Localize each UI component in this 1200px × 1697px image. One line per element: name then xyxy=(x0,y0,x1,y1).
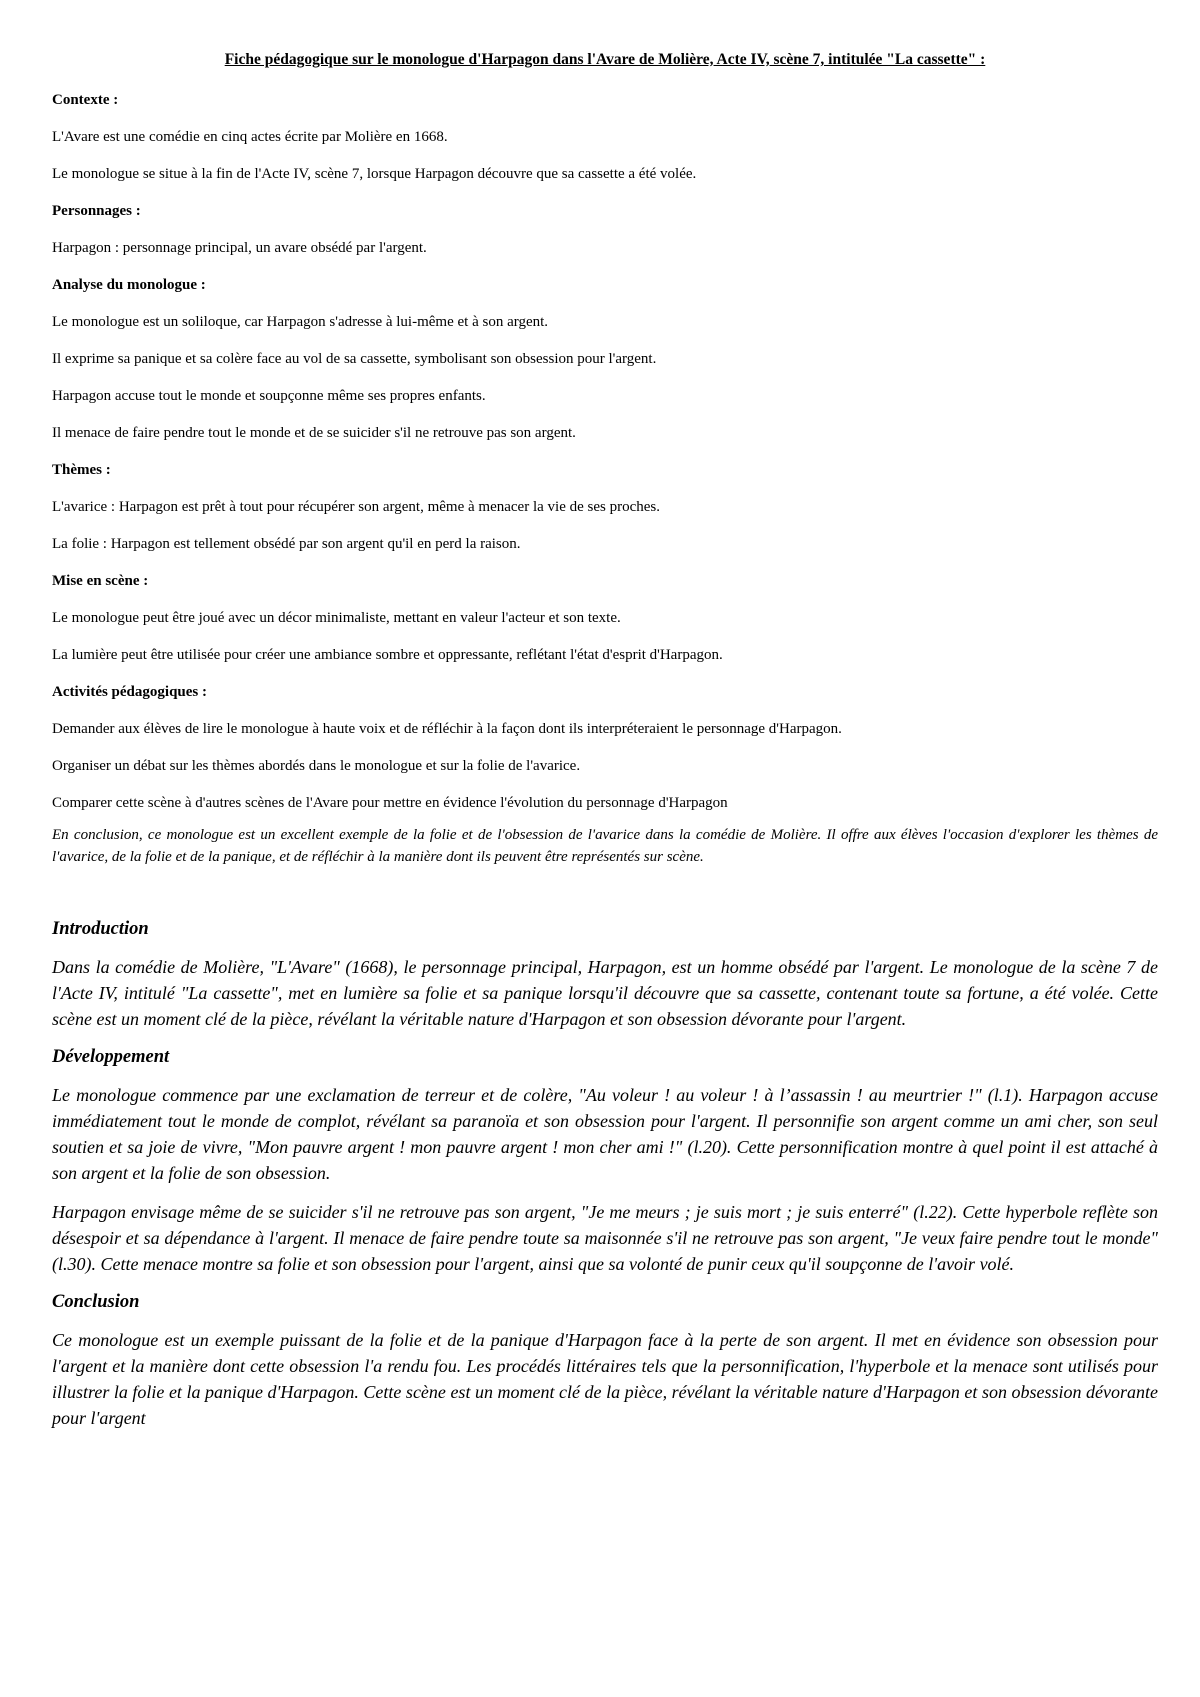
section-personnages xyxy=(52,201,1158,258)
section-item: Comparer cette scène à d'autres scènes de l'Avare pour mettre en évidence l'évolution du personnage d'Harpagon xyxy=(52,795,728,811)
section-activites xyxy=(52,682,1158,813)
section-item: Le monologue peut être joué avec un décor minimaliste, mettant en valeur l'acteur et son texte. xyxy=(52,610,621,626)
essay xyxy=(52,917,1158,1431)
section-mise-en-scene xyxy=(52,571,1158,665)
section-item: Il exprime sa panique et sa colère face au vol de sa cassette, symbolisant son obsession pour l'argent. xyxy=(52,351,657,367)
document-page xyxy=(52,50,1158,1444)
section-item: Harpagon : personnage principal, un avare obsédé par l'argent. xyxy=(52,240,427,256)
essay-paragraph: Dans la comédie de Molière, "L'Avare" (1668), le personnage principal, Harpagon, est un homme obsédé par l'argent. Le monologue de la scène 7 de l'Acte IV, intitulé "La cassette", met en lumière sa folie et sa panique lorsqu'il découvre que sa cassette, contenant toute sa fortune, a été volée. Cette scène est un moment clé de la pièce, révélant la véritable nature d'Harpagon et son obsession dévorante pour l'argent. xyxy=(52,957,1158,1029)
section-heading: Mise en scène : xyxy=(52,573,149,589)
essay-heading-developpement: Développement xyxy=(52,1047,170,1067)
section-item: Le monologue est un soliloque, car Harpagon s'adresse à lui-même et à son argent. xyxy=(52,314,549,330)
section-item: Le monologue se situe à la fin de l'Acte IV, scène 7, lorsque Harpagon découvre que sa cassette a été volée. xyxy=(52,166,697,182)
section-themes xyxy=(52,460,1158,554)
section-heading: Activités pédagogiques : xyxy=(52,684,207,700)
essay-paragraph: Harpagon envisage même de se suicider s'il ne retrouve pas son argent, "Je me meurs ; je suis mort ; je suis enterré" (l.22). Cette hyperbole reflète son désespoir et sa dépendance à l'argent. Il menace de faire pendre toute sa maisonnée s'il ne retrouve pas son argent, "Je veux faire pendre tout le monde" (l.30). Cette menace montre sa folie et son obsession pour l'argent, ainsi que sa volonté de punir ceux qu'il soupçonne de l'avoir volé. xyxy=(52,1202,1158,1274)
section-item: La folie : Harpagon est tellement obsédé par son argent qu'il en perd la raison. xyxy=(52,536,521,552)
section-item: Organiser un débat sur les thèmes abordés dans le monologue et sur la folie de l'avarice. xyxy=(52,758,581,774)
section-item: L'avarice : Harpagon est prêt à tout pour récupérer son argent, même à menacer la vie de ses proches. xyxy=(52,499,660,515)
section-item: Harpagon accuse tout le monde et soupçonne même ses propres enfants. xyxy=(52,388,486,404)
section-heading: Personnages : xyxy=(52,203,141,219)
section-heading: Thèmes : xyxy=(52,462,111,478)
section-contexte xyxy=(52,90,1158,184)
section-item: Il menace de faire pendre tout le monde et de se suicider s'il ne retrouve pas son argent. xyxy=(52,425,576,441)
conclusion-note: En conclusion, ce monologue est un excellent exemple de la folie et de l'obsession de l'avarice dans la comédie de Molière. Il offre aux élèves l'occasion d'explorer les thèmes de l'avarice, de la folie et de la panique, et de réfléchir à la manière dont ils peuvent être représentés sur scène. xyxy=(52,827,1158,865)
section-item: Demander aux élèves de lire le monologue à haute voix et de réfléchir à la façon dont ils interpréteraient le personnage d'Harpagon. xyxy=(52,721,842,737)
section-heading: Contexte : xyxy=(52,92,119,108)
section-item: La lumière peut être utilisée pour créer une ambiance sombre et oppressante, reflétant l'état d'esprit d'Harpagon. xyxy=(52,647,723,663)
section-heading: Analyse du monologue : xyxy=(52,277,206,293)
essay-heading-introduction: Introduction xyxy=(52,919,149,939)
essay-paragraph: Le monologue commence par une exclamation de terreur et de colère, "Au voleur ! au voleur ! à l’assassin ! au meurtrier !" (l.1). Harpagon accuse immédiatement tout le monde de complot, révélant sa paranoïa et son obsession pour l'argent. Il personnifie son argent comme un ami cher, son seul soutien et sa joie de vivre, "Mon pauvre argent ! mon pauvre argent ! mon cher ami !" (l.20). Cette personnification montre à quel point il est attaché à son argent et la folie de son obsession. xyxy=(52,1085,1158,1183)
document-title: Fiche pédagogique sur le monologue d'Harpagon dans l'Avare de Molière, Acte IV, scène 7, intitulée "La cassette" : xyxy=(224,51,986,68)
essay-paragraph: Ce monologue est un exemple puissant de la folie et de la panique d'Harpagon face à la perte de son argent. Il met en évidence son obsession pour l'argent et la manière dont cette obsession l'a rendu fou. Les procédés littéraires tels que la personnification, l'hyperbole et la menace sont utilisés pour illustrer la folie et la panique d'Harpagon. Cette scène est un moment clé de la pièce, révélant la véritable nature d'Harpagon et son obsession dévorante pour l'argent xyxy=(52,1330,1158,1428)
essay-heading-conclusion: Conclusion xyxy=(52,1292,140,1312)
section-item: L'Avare est une comédie en cinq actes écrite par Molière en 1668. xyxy=(52,129,448,145)
section-analyse xyxy=(52,275,1158,443)
